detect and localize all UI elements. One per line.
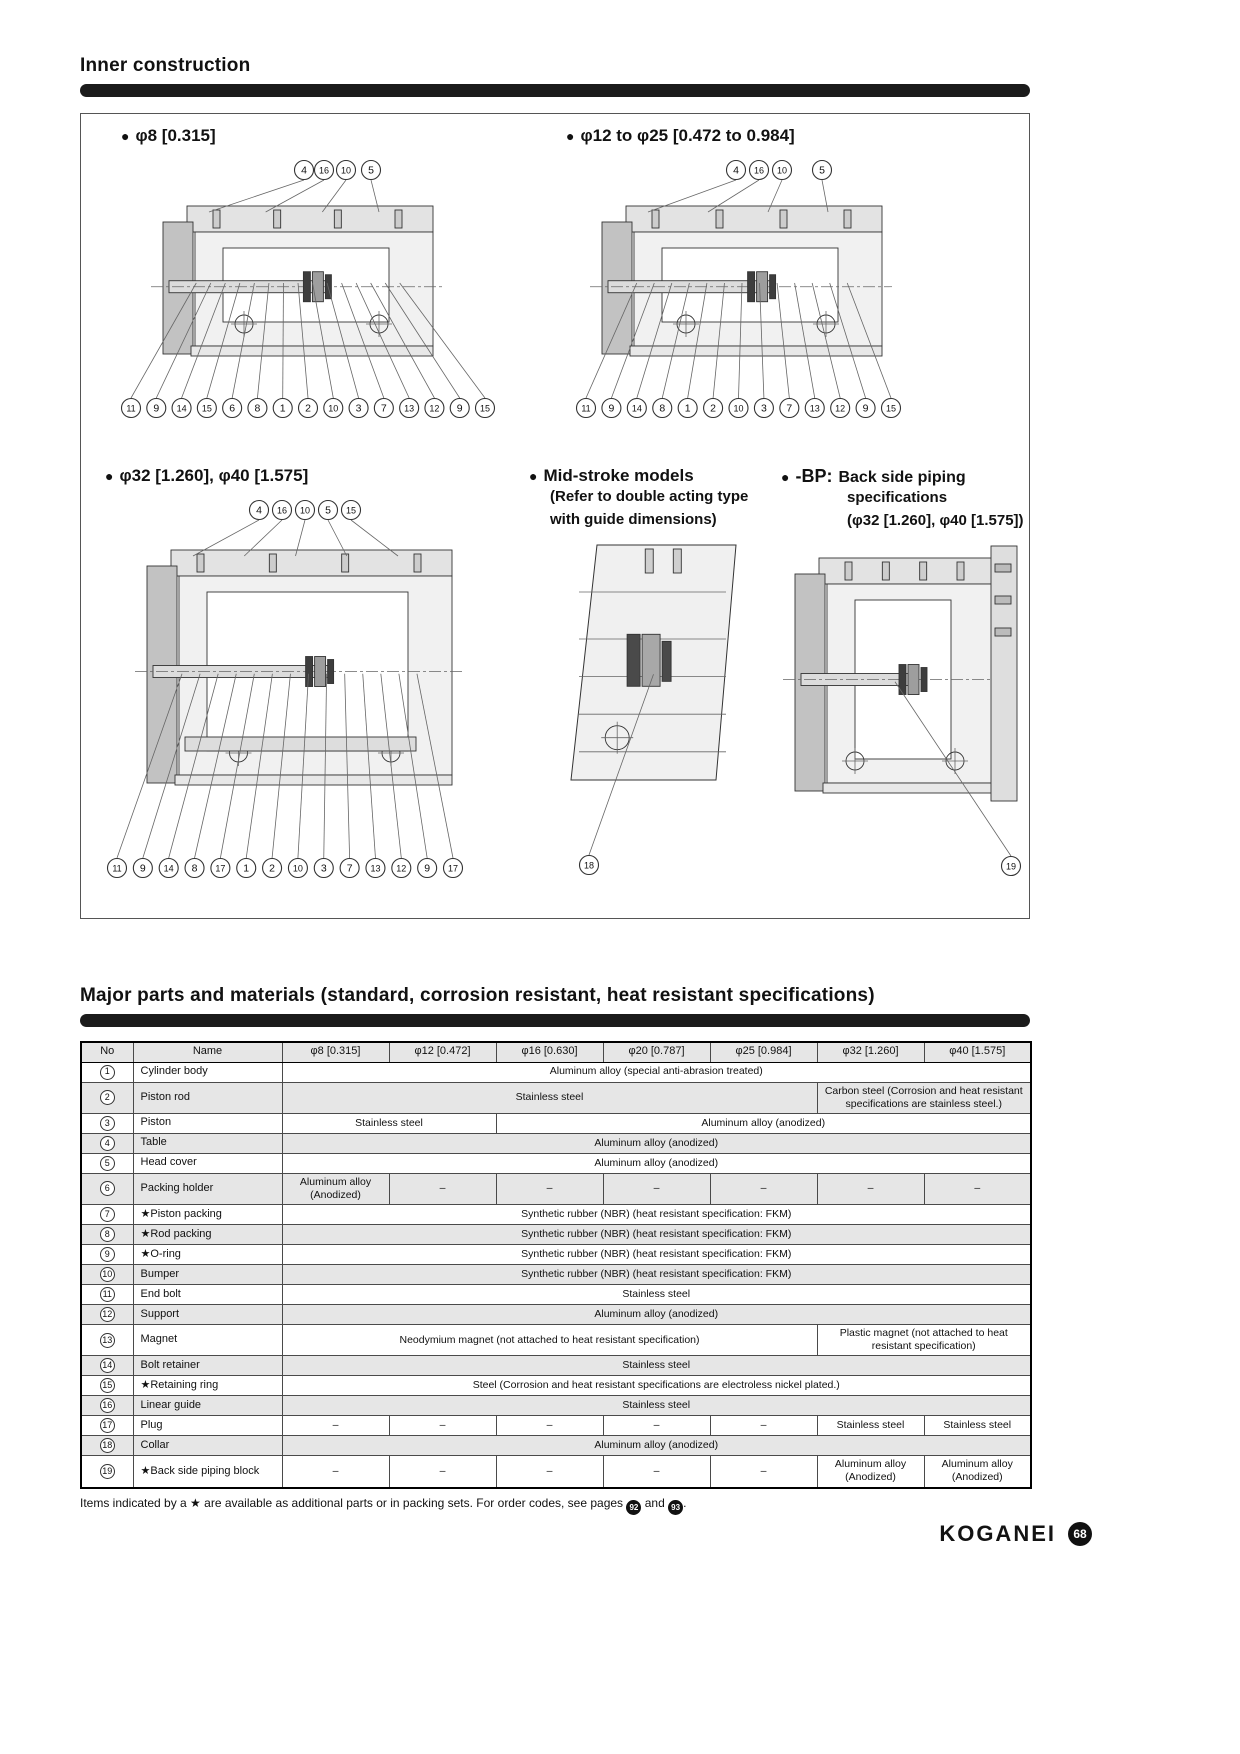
cell-material-3: –	[603, 1456, 710, 1488]
table-row-16	[81, 1396, 1031, 1416]
part-number-badge: 6	[100, 1181, 115, 1196]
cell-part-name: ★Rod packing	[133, 1225, 282, 1245]
svg-text:10: 10	[340, 165, 352, 176]
svg-text:1: 1	[684, 402, 691, 415]
callout-7	[340, 859, 359, 878]
callout-15	[882, 399, 901, 418]
part-number-badge: 9	[100, 1247, 115, 1262]
svg-text:15: 15	[201, 403, 212, 414]
cell-material-2: –	[496, 1416, 603, 1436]
cell-material-0: Stainless steel	[282, 1082, 817, 1113]
table-row-10	[81, 1265, 1031, 1285]
svg-text:10: 10	[299, 505, 311, 516]
mid-stroke-subtitle-2: with guide dimensions)	[550, 510, 717, 528]
cell-part-no	[81, 1356, 133, 1376]
svg-text:12: 12	[396, 863, 407, 874]
section-title-inner: Inner construction	[80, 55, 251, 76]
section-title-parts: Major parts and materials (standard, corrosion resistant, heat resistant specifications)	[80, 985, 875, 1006]
svg-text:16: 16	[753, 165, 765, 176]
diagram-block-mid-stroke	[529, 466, 775, 889]
svg-text:9: 9	[456, 402, 463, 415]
diagram-title-mid-stroke: Mid-stroke models	[543, 466, 694, 485]
callout-9	[602, 399, 621, 418]
callout-2	[704, 399, 723, 418]
svg-text:12: 12	[835, 403, 846, 414]
callout-14	[159, 859, 178, 878]
callout-16	[315, 161, 334, 180]
svg-text:14: 14	[163, 863, 174, 874]
svg-text:11: 11	[112, 863, 122, 874]
svg-text:7: 7	[786, 402, 793, 415]
cell-material-0: Neodymium magnet (not attached to heat resistant specification)	[282, 1325, 817, 1356]
callout-7	[780, 399, 799, 418]
svg-text:5: 5	[819, 164, 825, 177]
callout-5	[319, 501, 338, 520]
table-row-9	[81, 1245, 1031, 1265]
diagram-block-bp	[781, 466, 1027, 890]
svg-text:16: 16	[276, 505, 288, 516]
callout-4	[295, 161, 314, 180]
svg-text:7: 7	[346, 862, 353, 875]
part-number-badge: 7	[100, 1207, 115, 1222]
cell-part-name: Magnet	[133, 1325, 282, 1356]
cell-part-name: Linear guide	[133, 1396, 282, 1416]
svg-text:8: 8	[659, 402, 666, 415]
svg-text:7: 7	[380, 402, 387, 415]
table-row-3	[81, 1113, 1031, 1133]
callout-10	[773, 161, 792, 180]
table-row-15	[81, 1376, 1031, 1396]
bullet-icon: ●	[566, 128, 575, 144]
bullet-icon: ●	[529, 468, 538, 484]
cell-material-0: –	[282, 1456, 389, 1488]
page-ref-badge-93: 93	[668, 1500, 683, 1515]
svg-text:8: 8	[191, 862, 198, 875]
callout-10	[324, 399, 343, 418]
part-number-badge: 16	[100, 1398, 115, 1413]
cell-part-no	[81, 1205, 133, 1225]
bp-subtitle-1: specifications	[847, 489, 948, 506]
callout-2	[299, 399, 318, 418]
svg-text:9: 9	[424, 862, 431, 875]
callout-11	[577, 399, 596, 418]
cell-material-0: Aluminum alloy (anodized)	[282, 1133, 1031, 1153]
svg-text:1: 1	[243, 862, 250, 875]
diagram-title-bp: Back side piping	[838, 469, 966, 486]
callout-9	[450, 399, 469, 418]
table-row-19	[81, 1456, 1031, 1488]
cell-part-no	[81, 1173, 133, 1204]
cell-part-no	[81, 1153, 133, 1173]
part-number-badge: 5	[100, 1156, 115, 1171]
svg-text:19: 19	[1005, 861, 1017, 872]
cell-part-name: Piston	[133, 1113, 282, 1133]
svg-text:18: 18	[583, 860, 595, 871]
svg-text:12: 12	[429, 403, 440, 414]
part-number-badge: 2	[100, 1090, 115, 1105]
cell-part-no	[81, 1416, 133, 1436]
diagram-block-phi8	[97, 126, 501, 424]
diagram-title-phi12-25: φ12 to φ25 [0.472 to 0.984]	[580, 126, 795, 145]
diagram-title-phi8: φ8 [0.315]	[135, 126, 216, 145]
part-number-badge: 8	[100, 1227, 115, 1242]
cell-material-6: –	[924, 1173, 1031, 1204]
part-number-badge: 12	[100, 1307, 115, 1322]
callout-13	[366, 859, 385, 878]
cell-part-no	[81, 1396, 133, 1416]
callout-5	[813, 161, 832, 180]
callout-19	[1002, 857, 1021, 876]
brand-logo: KOGANEI	[939, 1521, 1056, 1546]
cell-part-name: Bolt retainer	[133, 1356, 282, 1376]
cell-part-no	[81, 1062, 133, 1082]
svg-text:9: 9	[153, 402, 160, 415]
col-header-5: φ20 [0.787]	[603, 1042, 710, 1062]
callout-9	[418, 859, 437, 878]
cell-material-4: –	[710, 1456, 817, 1488]
svg-text:4: 4	[256, 504, 262, 517]
callout-10	[288, 859, 307, 878]
cell-part-no	[81, 1305, 133, 1325]
callout-2	[263, 859, 282, 878]
col-header-2: φ8 [0.315]	[282, 1042, 389, 1062]
svg-text:2: 2	[269, 862, 275, 875]
cell-part-no	[81, 1082, 133, 1113]
svg-text:1: 1	[279, 402, 286, 415]
table-row-8	[81, 1225, 1031, 1245]
cell-part-name: Plug	[133, 1416, 282, 1436]
callout-7	[374, 399, 393, 418]
cell-part-no	[81, 1113, 133, 1133]
footnote-period: .	[683, 1495, 687, 1510]
cell-part-name: Table	[133, 1133, 282, 1153]
part-number-badge: 4	[100, 1136, 115, 1151]
callout-11	[122, 399, 141, 418]
callout-1	[273, 399, 292, 418]
cell-part-no	[81, 1436, 133, 1456]
diagram-block-phi32-40	[91, 466, 511, 890]
header-row	[81, 1042, 1031, 1062]
parts-table-head	[81, 1042, 1031, 1062]
cell-part-name: Bumper	[133, 1265, 282, 1285]
cell-material-0: Synthetic rubber (NBR) (heat resistant specification: FKM)	[282, 1265, 1031, 1285]
cell-material-3: –	[603, 1173, 710, 1204]
callout-15	[197, 399, 216, 418]
callout-3	[349, 399, 368, 418]
svg-text:14: 14	[176, 403, 187, 414]
svg-text:2: 2	[710, 402, 717, 415]
diagram-phi32-40-drawing	[91, 486, 511, 890]
svg-text:5: 5	[325, 504, 331, 517]
svg-text:16: 16	[318, 165, 330, 176]
part-number-badge: 19	[100, 1464, 115, 1479]
cell-material-0: –	[282, 1416, 389, 1436]
table-row-14	[81, 1356, 1031, 1376]
svg-text:2: 2	[305, 402, 311, 415]
col-header-7: φ32 [1.260]	[817, 1042, 924, 1062]
svg-text:13: 13	[370, 863, 381, 874]
diagram-phi12-25-drawing	[506, 146, 1006, 424]
col-header-0: No	[81, 1042, 133, 1062]
cell-material-1: Carbon steel (Corrosion and heat resistant specifications are stainless steel.)	[817, 1082, 1031, 1113]
parts-table	[80, 1041, 1032, 1489]
table-row-5	[81, 1153, 1031, 1173]
svg-text:13: 13	[809, 403, 820, 414]
cell-part-no	[81, 1225, 133, 1245]
table-row-1	[81, 1062, 1031, 1082]
svg-text:4: 4	[733, 164, 739, 177]
cell-part-no	[81, 1325, 133, 1356]
part-number-badge: 13	[100, 1333, 115, 1348]
cell-material-0: Aluminum alloy (Anodized)	[282, 1173, 389, 1204]
bullet-icon: ●	[781, 469, 790, 485]
callout-15	[342, 501, 361, 520]
callout-9	[856, 399, 875, 418]
cell-part-no	[81, 1245, 133, 1265]
cell-material-6: Aluminum alloy (Anodized)	[924, 1456, 1031, 1488]
diagram-block-phi12-25	[506, 126, 1006, 424]
footnote-and: and	[644, 1495, 665, 1510]
svg-text:3: 3	[320, 862, 327, 875]
page-footer	[80, 1521, 1092, 1547]
section-rule-bar	[80, 84, 1030, 97]
table-row-13	[81, 1325, 1031, 1356]
svg-text:10: 10	[292, 863, 303, 874]
svg-text:9: 9	[139, 862, 146, 875]
cell-material-0: Aluminum alloy (anodized)	[282, 1436, 1031, 1456]
cell-part-no	[81, 1376, 133, 1396]
cell-part-name: End bolt	[133, 1285, 282, 1305]
callout-10	[337, 161, 356, 180]
cell-part-name: Cylinder body	[133, 1062, 282, 1082]
cell-part-name: ★Back side piping block	[133, 1456, 282, 1488]
part-number-badge: 3	[100, 1116, 115, 1131]
part-number-badge: 15	[100, 1378, 115, 1393]
cell-material-6: Stainless steel	[924, 1416, 1031, 1436]
cell-part-no	[81, 1265, 133, 1285]
section-rule-bar	[80, 1014, 1030, 1027]
table-row-2	[81, 1082, 1031, 1113]
bullet-icon: ●	[105, 468, 114, 484]
col-header-4: φ16 [0.630]	[496, 1042, 603, 1062]
svg-text:3: 3	[355, 402, 362, 415]
cell-material-1: Plastic magnet (not attached to heat resistant specification)	[817, 1325, 1031, 1356]
callout-12	[392, 859, 411, 878]
cell-material-4: –	[710, 1416, 817, 1436]
callout-1	[237, 859, 256, 878]
cell-material-0: Aluminum alloy (special anti-abrasion treated)	[282, 1062, 1031, 1082]
svg-text:3: 3	[760, 402, 767, 415]
callout-11	[108, 859, 127, 878]
cell-material-0: Stainless steel	[282, 1396, 1031, 1416]
cell-material-5: –	[817, 1173, 924, 1204]
svg-text:11: 11	[581, 403, 591, 414]
svg-text:4: 4	[301, 164, 307, 177]
inner-construction-box	[80, 113, 1030, 919]
cell-material-2: –	[496, 1173, 603, 1204]
svg-text:9: 9	[608, 402, 615, 415]
footnote-text: Items indicated by a ★ are available as additional parts or in packing sets. For order codes, see pages	[80, 1495, 624, 1510]
callout-16	[750, 161, 769, 180]
callout-10	[729, 399, 748, 418]
diagram-bp-drawing	[781, 532, 1027, 890]
callout-3	[754, 399, 773, 418]
callout-16	[273, 501, 292, 520]
cell-part-name: ★O-ring	[133, 1245, 282, 1265]
cell-part-name: ★Retaining ring	[133, 1376, 282, 1396]
svg-text:15: 15	[885, 403, 897, 414]
part-number-badge: 18	[100, 1438, 115, 1453]
cell-part-name: Collar	[133, 1436, 282, 1456]
cell-material-5: Aluminum alloy (Anodized)	[817, 1456, 924, 1488]
table-row-12	[81, 1305, 1031, 1325]
svg-text:10: 10	[328, 403, 339, 414]
callout-17	[444, 859, 463, 878]
diagram-phi8-drawing	[97, 146, 501, 424]
cell-part-name: Piston rod	[133, 1082, 282, 1113]
cell-material-0: Aluminum alloy (anodized)	[282, 1305, 1031, 1325]
callout-8	[185, 859, 204, 878]
table-row-7	[81, 1205, 1031, 1225]
svg-text:10: 10	[733, 403, 744, 414]
cell-material-0: Stainless steel	[282, 1356, 1031, 1376]
diagram-title-phi32-40: φ32 [1.260], φ40 [1.575]	[119, 466, 309, 485]
cell-material-0: Stainless steel	[282, 1113, 496, 1133]
svg-text:17: 17	[215, 863, 226, 874]
cell-part-no	[81, 1285, 133, 1305]
cell-part-name: Support	[133, 1305, 282, 1325]
cell-material-0: Aluminum alloy (anodized)	[282, 1153, 1031, 1173]
callout-12	[831, 399, 850, 418]
part-number-badge: 10	[100, 1267, 115, 1282]
cell-part-no	[81, 1133, 133, 1153]
cell-part-no	[81, 1456, 133, 1488]
cell-material-1: –	[389, 1173, 496, 1204]
cell-material-1: Aluminum alloy (anodized)	[496, 1113, 1031, 1133]
col-header-6: φ25 [0.984]	[710, 1042, 817, 1062]
cell-material-0: Synthetic rubber (NBR) (heat resistant specification: FKM)	[282, 1205, 1031, 1225]
mid-stroke-subtitle-1: (Refer to double acting type	[550, 488, 749, 505]
callout-8	[653, 399, 672, 418]
footnote	[80, 1496, 1030, 1515]
cell-material-0: Stainless steel	[282, 1285, 1031, 1305]
svg-text:5: 5	[368, 164, 374, 177]
table-row-11	[81, 1285, 1031, 1305]
inner-construction-section	[80, 55, 1030, 919]
svg-text:6: 6	[229, 402, 236, 415]
cell-material-0: Steel (Corrosion and heat resistant specifications are electroless nickel plated.)	[282, 1376, 1031, 1396]
callout-14	[627, 399, 646, 418]
svg-text:9: 9	[862, 402, 869, 415]
col-header-3: φ12 [0.472]	[389, 1042, 496, 1062]
cell-material-5: Stainless steel	[817, 1416, 924, 1436]
part-number-badge: 17	[100, 1418, 115, 1433]
callout-9	[147, 399, 166, 418]
svg-text:14: 14	[631, 403, 642, 414]
table-row-4	[81, 1133, 1031, 1153]
callout-13	[805, 399, 824, 418]
callout-9	[133, 859, 152, 878]
callout-5	[362, 161, 381, 180]
part-number-badge: 11	[100, 1287, 115, 1302]
table-row-6	[81, 1173, 1031, 1204]
callout-13	[400, 399, 419, 418]
callout-1	[678, 399, 697, 418]
callout-6	[223, 399, 242, 418]
callout-8	[248, 399, 267, 418]
part-number-badge: 1	[100, 1065, 115, 1080]
callout-10	[296, 501, 315, 520]
callout-18	[580, 856, 599, 875]
svg-text:10: 10	[776, 165, 788, 176]
part-number-badge: 14	[100, 1358, 115, 1373]
bp-subtitle-2: (φ32 [1.260], φ40 [1.575])	[847, 511, 1024, 529]
diagram-title-bp-code: -BP:	[795, 466, 833, 486]
callout-12	[425, 399, 444, 418]
callout-14	[172, 399, 191, 418]
bullet-icon: ●	[121, 128, 130, 144]
col-header-1: Name	[133, 1042, 282, 1062]
svg-text:13: 13	[404, 403, 415, 414]
page-ref-badge-92: 92	[626, 1500, 641, 1515]
cell-part-name: Head cover	[133, 1153, 282, 1173]
svg-text:17: 17	[447, 863, 459, 874]
major-parts-section	[80, 985, 1030, 1515]
col-header-8: φ40 [1.575]	[924, 1042, 1031, 1062]
diagram-mid-stroke-drawing	[529, 531, 775, 889]
cell-material-1: –	[389, 1416, 496, 1436]
page-number-badge: 68	[1068, 1522, 1092, 1546]
parts-table-body	[81, 1062, 1031, 1488]
cell-material-1: –	[389, 1456, 496, 1488]
svg-text:11: 11	[126, 403, 136, 414]
callout-15	[476, 399, 495, 418]
table-row-17	[81, 1416, 1031, 1436]
cell-material-3: –	[603, 1416, 710, 1436]
cell-part-name: Packing holder	[133, 1173, 282, 1204]
cell-material-0: Synthetic rubber (NBR) (heat resistant specification: FKM)	[282, 1225, 1031, 1245]
table-row-18	[81, 1436, 1031, 1456]
svg-text:15: 15	[479, 403, 491, 414]
callout-4	[727, 161, 746, 180]
callout-3	[314, 859, 333, 878]
cell-part-name: ★Piston packing	[133, 1205, 282, 1225]
cell-material-0: Synthetic rubber (NBR) (heat resistant specification: FKM)	[282, 1245, 1031, 1265]
svg-text:8: 8	[254, 402, 261, 415]
callout-17	[211, 859, 230, 878]
svg-text:15: 15	[345, 505, 357, 516]
cell-material-4: –	[710, 1173, 817, 1204]
cell-material-2: –	[496, 1456, 603, 1488]
callout-4	[250, 501, 269, 520]
